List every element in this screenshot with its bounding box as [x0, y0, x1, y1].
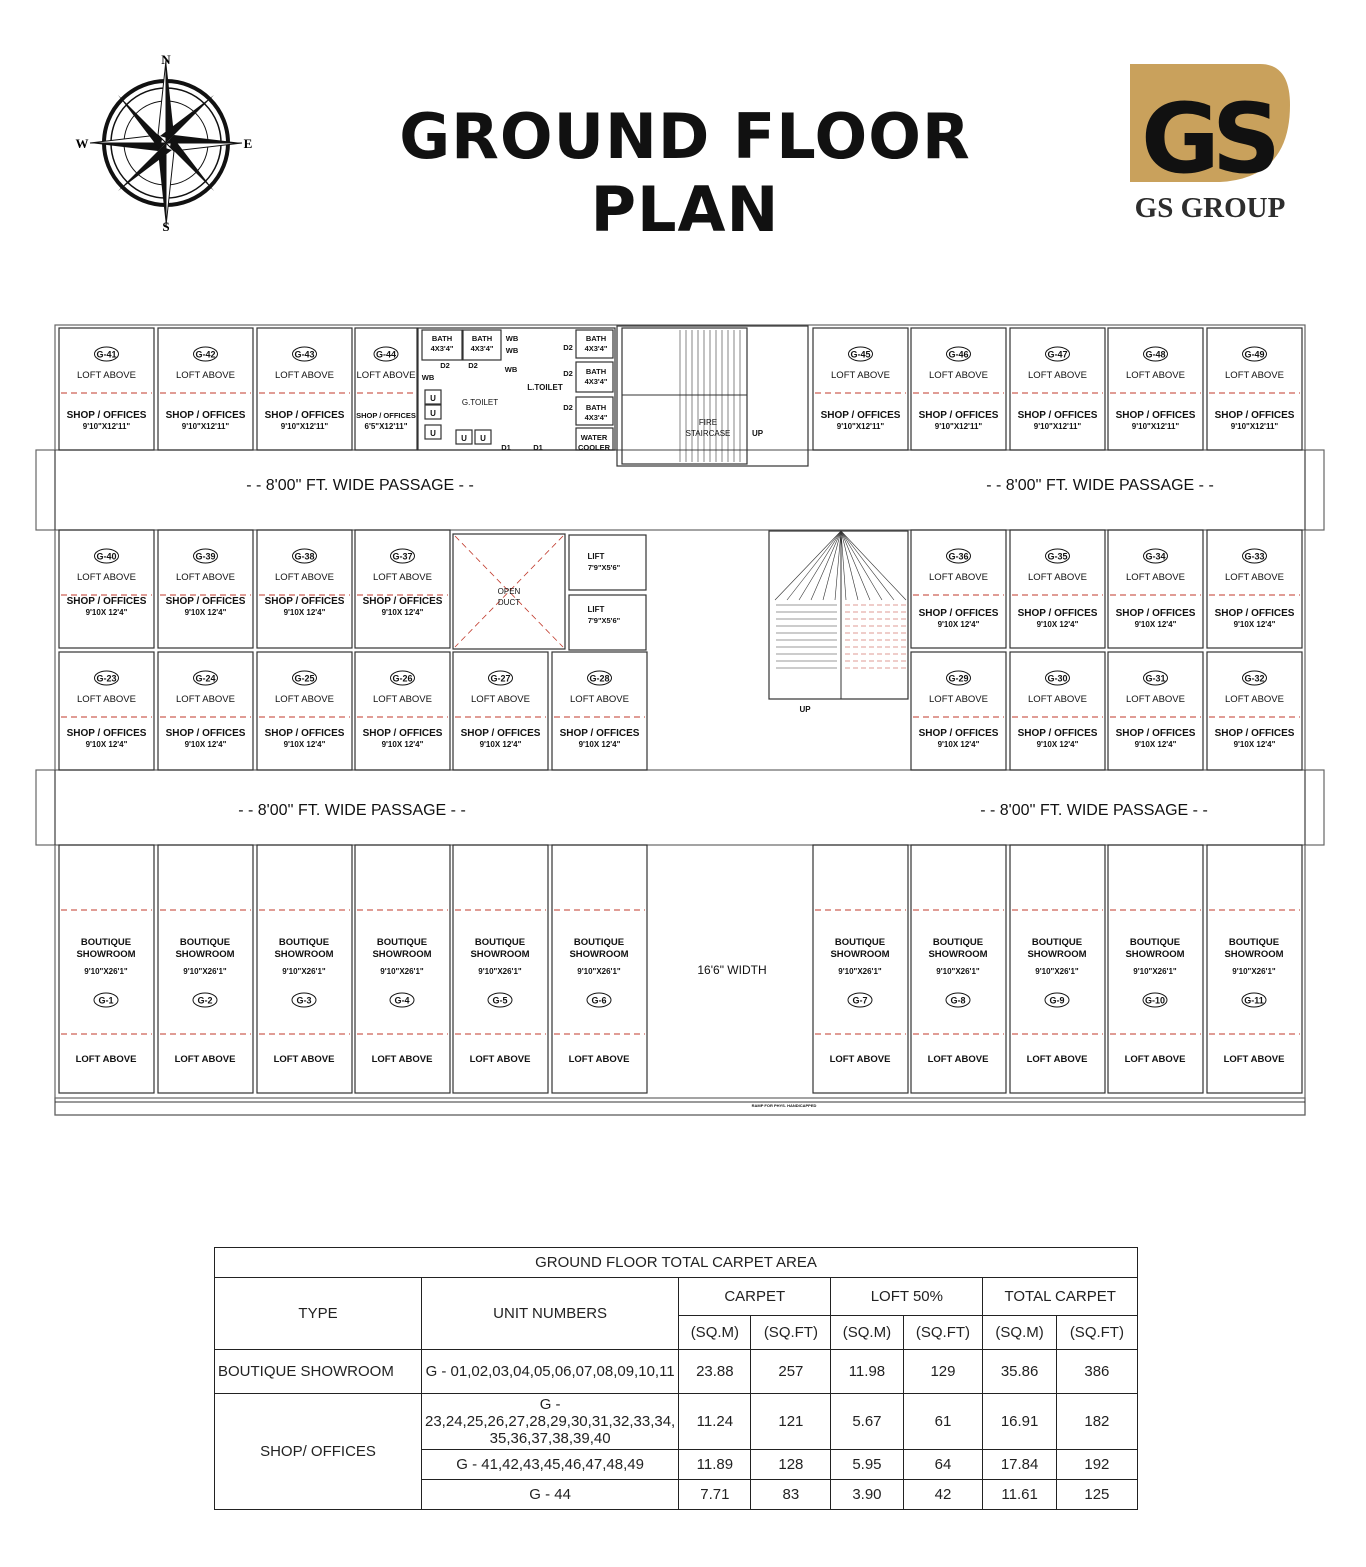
unit-size: 9'10X 12'4"	[1036, 740, 1079, 749]
door-label: D2	[563, 369, 573, 378]
fire-staircase-label: FIRE	[698, 418, 718, 427]
loft-sqft: 42	[903, 1480, 983, 1510]
row-units: G - 44	[422, 1480, 679, 1510]
loft-above-label: LOFT ABOVE	[77, 572, 136, 583]
table-row	[215, 1394, 1138, 1450]
unit-number: G-24	[195, 673, 216, 684]
shop-unit	[158, 328, 253, 450]
l-toilet-label: L.TOILET	[527, 383, 563, 392]
unit-type: SHOP / OFFICES	[1214, 410, 1295, 421]
carpet-sqft: 128	[751, 1450, 831, 1480]
unit-number: G-47	[1047, 349, 1068, 360]
unit-size: 9'10"X12'11"	[1230, 422, 1279, 431]
wc-label: U	[461, 434, 467, 443]
unit-number: G-48	[1145, 349, 1166, 360]
loft-above-label: LOFT ABOVE	[176, 694, 235, 705]
unit-size: 9'10X 12'4"	[184, 740, 227, 749]
lift-label: LIFT	[587, 552, 605, 561]
unit-size: 9'10X 12'4"	[1036, 620, 1079, 629]
unit-size: 9'10X 12'4"	[479, 740, 522, 749]
loft-above-label: LOFT ABOVE	[77, 694, 136, 705]
bath-size: 4X3'4"	[584, 413, 608, 422]
unit-size: 9'10"X26'1"	[1035, 967, 1079, 976]
loft-above-label: LOFT ABOVE	[174, 1054, 236, 1065]
shop-unit	[552, 652, 647, 770]
unit-size: 9'10"X12'11"	[836, 422, 885, 431]
unit-number: G-46	[948, 349, 969, 360]
wb-label: WB	[505, 334, 519, 343]
passage-label: - - 8'00'' FT. WIDE PASSAGE - -	[986, 477, 1214, 494]
open-duct-label: DUCT	[497, 598, 521, 607]
unit-number: G-34	[1145, 551, 1166, 562]
carpet-area-table	[214, 1247, 1138, 1510]
bath-label: BATH	[585, 367, 607, 376]
unit-type: SHOP / OFFICES	[1017, 608, 1098, 619]
unit-number: G-2	[197, 995, 213, 1006]
unit-type: BOUTIQUE	[1031, 937, 1083, 948]
unit-size: 6'5"X12'11"	[364, 422, 408, 431]
passage-label: - - 8'00'' FT. WIDE PASSAGE - -	[246, 477, 474, 494]
loft-above-label: LOFT ABOVE	[929, 370, 988, 381]
loft-above-label: LOFT ABOVE	[373, 694, 432, 705]
row-units: G - 01,02,03,04,05,06,07,08,09,10,11	[422, 1350, 679, 1394]
loft-above-label: LOFT ABOVE	[1028, 370, 1087, 381]
total-sqft: 182	[1056, 1394, 1137, 1450]
unit-type: BOUTIQUE	[573, 937, 625, 948]
unit-number: G-25	[294, 673, 315, 684]
page-title: GROUND FLOOR PLAN	[399, 100, 971, 246]
unit-number: G-33	[1244, 551, 1265, 562]
unit-sqm: (SQ.M)	[679, 1316, 751, 1350]
unit-type: BOUTIQUE	[1228, 937, 1280, 948]
loft-above-label: LOFT ABOVE	[1126, 694, 1185, 705]
unit-type: SHOP / OFFICES	[460, 728, 541, 739]
wc-label: U	[480, 434, 486, 443]
loft-sqft: 61	[903, 1394, 983, 1450]
loft-sqm: 3.90	[831, 1480, 903, 1510]
wb-label: WB	[504, 365, 518, 374]
unit-type: SHOP / OFFICES	[918, 728, 999, 739]
unit-type: SHOWROOM	[274, 949, 334, 960]
compass-w: W	[75, 136, 89, 151]
staircase-right	[769, 531, 908, 699]
unit-number: G-6	[591, 995, 607, 1006]
stair-fan	[841, 531, 894, 600]
unit-type: SHOP / OFFICES	[264, 728, 345, 739]
wc-label: U	[430, 429, 436, 438]
loft-above-label: LOFT ABOVE	[75, 1054, 137, 1065]
fire-staircase	[617, 326, 808, 466]
unit-size: 9'10X 12'4"	[937, 620, 980, 629]
loft-above-label: LOFT ABOVE	[1223, 1054, 1285, 1065]
unit-number: G-42	[195, 349, 216, 360]
unit-number: G-39	[195, 551, 216, 562]
unit-type: SHOWROOM	[1125, 949, 1185, 960]
loft-above-label: LOFT ABOVE	[356, 370, 416, 381]
loft-above-label: LOFT ABOVE	[927, 1054, 989, 1065]
unit-type: SHOP / OFFICES	[559, 728, 640, 739]
table-title: GROUND FLOOR TOTAL CARPET AREA	[215, 1248, 1138, 1278]
bath-size: 4X3'4"	[584, 377, 608, 386]
loft-above-label: LOFT ABOVE	[929, 572, 988, 583]
unit-size: 9'10"X12'11"	[82, 422, 131, 431]
bath-label: BATH	[431, 334, 453, 343]
carpet-sqft: 257	[751, 1350, 831, 1394]
up-label: UP	[799, 705, 811, 714]
loft-sqft: 64	[903, 1450, 983, 1480]
units-line-2: 35,36,37,38,39,40	[489, 1430, 611, 1447]
unit-type: BOUTIQUE	[278, 937, 330, 948]
unit-type: SHOWROOM	[372, 949, 432, 960]
unit-size: 9'10"X26'1"	[1133, 967, 1177, 976]
passage-label: - - 8'00'' FT. WIDE PASSAGE - -	[238, 802, 466, 819]
unit-number: G-9	[1049, 995, 1065, 1006]
logo-monogram: GS	[1141, 83, 1273, 195]
loft-above-label: LOFT ABOVE	[831, 370, 890, 381]
bath-label: BATH	[585, 334, 607, 343]
unit-number: G-3	[296, 995, 312, 1006]
unit-size: 9'10X 12'4"	[381, 740, 424, 749]
unit-type: SHOP / OFFICES	[1115, 728, 1196, 739]
shop-unit	[1010, 328, 1105, 450]
compass-n: N	[161, 52, 171, 67]
unit-size: 9'10X 12'4"	[184, 608, 227, 617]
unit-size: 9'10X 12'4"	[1134, 740, 1177, 749]
unit-size: 9'10"X12'11"	[280, 422, 329, 431]
unit-number: G-44	[375, 349, 397, 360]
carpet-sqm: 11.89	[679, 1450, 751, 1480]
shop-unit	[257, 652, 352, 770]
unit-number: G-43	[294, 349, 315, 360]
unit-size: 9'10X 12'4"	[283, 740, 326, 749]
shop-unit	[355, 530, 450, 648]
loft-above-label: LOFT ABOVE	[1026, 1054, 1088, 1065]
unit-type: BOUTIQUE	[1129, 937, 1181, 948]
ramp-label: RAMP FOR PHYS. HANDICAPPED	[751, 1103, 817, 1108]
unit-number: G-8	[950, 995, 966, 1006]
loft-above-label: LOFT ABOVE	[275, 572, 334, 583]
unit-size: 9'10X 12'4"	[1134, 620, 1177, 629]
unit-type: SHOP / OFFICES	[1115, 608, 1196, 619]
fire-staircase-label: STAIRCASE	[685, 429, 731, 438]
lift-label: LIFT	[587, 605, 605, 614]
unit-type: BOUTIQUE	[80, 937, 132, 948]
row-type: SHOP/ OFFICES	[215, 1394, 422, 1510]
unit-type: SHOWROOM	[569, 949, 629, 960]
unit-type: SHOP / OFFICES	[1017, 410, 1098, 421]
unit-number: G-28	[589, 673, 610, 684]
total-sqm: 35.86	[983, 1350, 1056, 1394]
unit-size: 9'10X 12'4"	[1233, 620, 1276, 629]
loft-above-label: LOFT ABOVE	[1028, 572, 1087, 583]
loft-above-label: LOFT ABOVE	[371, 1054, 433, 1065]
shop-unit	[1010, 652, 1105, 770]
open-duct-label: OPEN	[497, 587, 521, 596]
row-type: BOUTIQUE SHOWROOM	[215, 1350, 422, 1394]
carpet-sqm: 7.71	[679, 1480, 751, 1510]
unit-type: SHOWROOM	[470, 949, 530, 960]
unit-type: SHOP / OFFICES	[165, 728, 246, 739]
unit-type: BOUTIQUE	[376, 937, 428, 948]
unit-type: SHOP / OFFICES	[165, 596, 246, 607]
unit-type: BOUTIQUE	[179, 937, 231, 948]
unit-type: SHOP / OFFICES	[165, 410, 246, 421]
unit-sqft: (SQ.FT)	[751, 1316, 831, 1350]
unit-number: G-38	[294, 551, 315, 562]
unit-type: BOUTIQUE	[474, 937, 526, 948]
loft-sqft: 129	[903, 1350, 983, 1394]
loft-above-label: LOFT ABOVE	[568, 1054, 630, 1065]
lift-size: 7'9"X5'6"	[587, 616, 621, 625]
unit-number: G-1	[98, 995, 114, 1006]
loft-sqm: 5.95	[831, 1450, 903, 1480]
units-line-1: G - 23,24,25,26,27,28,29,30,31,32,33,34,	[425, 1396, 676, 1430]
col-units-header: UNIT NUMBERS	[422, 1278, 679, 1350]
compass-e: E	[243, 136, 253, 151]
unit-type: SHOP / OFFICES	[264, 596, 345, 607]
passage-label: - - 8'00'' FT. WIDE PASSAGE - -	[980, 802, 1208, 819]
unit-number: G-7	[852, 995, 868, 1006]
unit-type: SHOWROOM	[175, 949, 235, 960]
stair-fan	[841, 531, 882, 600]
unit-size: 9'10"X26'1"	[1232, 967, 1276, 976]
unit-size: 9'10"X26'1"	[478, 967, 522, 976]
unit-number: G-32	[1244, 673, 1265, 684]
unit-number: G-29	[948, 673, 969, 684]
unit-type: SHOP / OFFICES	[362, 596, 443, 607]
wc-label: U	[430, 409, 436, 418]
door-label: D2	[563, 343, 573, 352]
unit-size: 9'10X 12'4"	[283, 608, 326, 617]
total-sqft: 386	[1056, 1350, 1137, 1394]
unit-size: 9'10X 12'4"	[937, 740, 980, 749]
total-sqm: 17.84	[983, 1450, 1056, 1480]
wb-label: WB	[505, 346, 519, 355]
unit-number: G-41	[96, 349, 117, 360]
loft-above-label: LOFT ABOVE	[275, 694, 334, 705]
bath-size: 4X3'4"	[584, 344, 608, 353]
water-cooler-label: WATER	[580, 433, 608, 442]
g-toilet-label: G.TOILET	[461, 398, 499, 407]
shop-unit	[1108, 328, 1203, 450]
loft-above-label: LOFT ABOVE	[1225, 370, 1284, 381]
shop-unit	[1010, 530, 1105, 648]
unit-type: SHOP / OFFICES	[356, 411, 416, 420]
unit-size: 9'10"X26'1"	[183, 967, 227, 976]
loft-above-label: LOFT ABOVE	[829, 1054, 891, 1065]
unit-size: 9'10X 12'4"	[85, 740, 128, 749]
width-label: 16'6" WIDTH	[697, 963, 767, 977]
loft-above-label: LOFT ABOVE	[1028, 694, 1087, 705]
unit-size: 9'10"X12'11"	[1131, 422, 1180, 431]
logo-wordmark: GS GROUP	[1134, 192, 1286, 224]
col-loft-header: LOFT 50%	[831, 1278, 983, 1316]
bath-label: BATH	[585, 403, 607, 412]
unit-sqm: (SQ.M)	[831, 1316, 903, 1350]
shop-unit	[158, 652, 253, 770]
shop-unit	[911, 328, 1006, 450]
carpet-sqft: 83	[751, 1480, 831, 1510]
unit-number: G-49	[1244, 349, 1265, 360]
unit-type: SHOP / OFFICES	[1017, 728, 1098, 739]
shop-unit	[158, 530, 253, 648]
shop-unit	[1207, 530, 1302, 648]
loft-sqm: 11.98	[831, 1350, 903, 1394]
stair-fan	[775, 531, 841, 600]
door-label: D2	[563, 403, 573, 412]
unit-size: 9'10"X26'1"	[838, 967, 882, 976]
unit-sqm: (SQ.M)	[983, 1316, 1056, 1350]
row-units	[422, 1394, 679, 1450]
shop-unit	[59, 328, 154, 450]
unit-number: G-37	[392, 551, 413, 562]
shop-unit	[1207, 328, 1302, 450]
col-carpet-header: CARPET	[679, 1278, 831, 1316]
bath-size: 4X3'4"	[470, 344, 494, 353]
unit-size: 9'10"X12'11"	[1033, 422, 1082, 431]
lift-size: 7'9"X5'6"	[587, 563, 621, 572]
carpet-sqm: 23.88	[679, 1350, 751, 1394]
unit-number: G-36	[948, 551, 969, 562]
unit-number: G-5	[492, 995, 508, 1006]
unit-size: 9'10X 12'4"	[578, 740, 621, 749]
shop-unit	[911, 530, 1006, 648]
unit-type: SHOP / OFFICES	[1214, 608, 1295, 619]
unit-size: 9'10"X26'1"	[577, 967, 621, 976]
unit-type: SHOWROOM	[1224, 949, 1284, 960]
loft-above-label: LOFT ABOVE	[1124, 1054, 1186, 1065]
unit-size: 9'10"X26'1"	[936, 967, 980, 976]
bath-label: BATH	[471, 334, 493, 343]
unit-number: G-31	[1145, 673, 1166, 684]
unit-type: SHOP / OFFICES	[918, 608, 999, 619]
shop-unit	[355, 652, 450, 770]
unit-type: SHOP / OFFICES	[918, 410, 999, 421]
unit-number: G-26	[392, 673, 413, 684]
wb-label: WB	[421, 373, 435, 382]
loft-above-label: LOFT ABOVE	[176, 572, 235, 583]
unit-number: G-35	[1047, 551, 1068, 562]
loft-above-label: LOFT ABOVE	[373, 572, 432, 583]
unit-type: SHOWROOM	[830, 949, 890, 960]
unit-number: G-10	[1144, 995, 1166, 1006]
loft-sqm: 5.67	[831, 1394, 903, 1450]
total-sqm: 16.91	[983, 1394, 1056, 1450]
unit-type: SHOWROOM	[1027, 949, 1087, 960]
unit-size: 9'10"X12'11"	[934, 422, 983, 431]
row-units: G - 41,42,43,45,46,47,48,49	[422, 1450, 679, 1480]
unit-size: 9'10"X26'1"	[84, 967, 128, 976]
shop-unit	[1108, 530, 1203, 648]
unit-number: G-30	[1047, 673, 1068, 684]
loft-above-label: LOFT ABOVE	[1126, 572, 1185, 583]
shop-unit	[453, 652, 548, 770]
unit-size: 9'10X 12'4"	[381, 608, 424, 617]
unit-number: G-4	[394, 995, 410, 1006]
unit-number: G-27	[490, 673, 511, 684]
shop-unit	[813, 328, 908, 450]
loft-above-label: LOFT ABOVE	[1225, 694, 1284, 705]
unit-type: SHOP / OFFICES	[66, 728, 147, 739]
unit-type: BOUTIQUE	[834, 937, 886, 948]
unit-size: 9'10"X26'1"	[282, 967, 326, 976]
bath-size: 4X3'4"	[430, 344, 454, 353]
unit-sqft: (SQ.FT)	[1056, 1316, 1137, 1350]
shop-unit	[257, 328, 352, 450]
total-sqm: 11.61	[983, 1480, 1056, 1510]
carpet-sqft: 121	[751, 1394, 831, 1450]
unit-type: SHOP / OFFICES	[820, 410, 901, 421]
unit-type: SHOP / OFFICES	[362, 728, 443, 739]
total-sqft: 125	[1056, 1480, 1137, 1510]
unit-type: SHOWROOM	[76, 949, 136, 960]
table-row	[215, 1350, 1138, 1394]
compass-s: S	[162, 219, 170, 234]
door-label: D2	[440, 361, 450, 370]
unit-type: BOUTIQUE	[932, 937, 984, 948]
stair-fan	[841, 531, 906, 600]
loft-above-label: LOFT ABOVE	[1126, 370, 1185, 381]
unit-number: G-45	[850, 349, 871, 360]
carpet-sqm: 11.24	[679, 1394, 751, 1450]
shop-unit	[911, 652, 1006, 770]
unit-number: G-23	[96, 673, 117, 684]
door-label: D1	[533, 443, 543, 452]
up-label: UP	[752, 429, 764, 438]
door-label: D1	[501, 443, 511, 452]
shop-unit	[59, 652, 154, 770]
stair-fan	[787, 531, 841, 600]
unit-size: 9'10X 12'4"	[85, 608, 128, 617]
door-label: D2	[468, 361, 478, 370]
unit-type: SHOP / OFFICES	[1115, 410, 1196, 421]
unit-type: SHOP / OFFICES	[1214, 728, 1295, 739]
ramp-strip	[55, 1098, 1305, 1115]
loft-above-label: LOFT ABOVE	[469, 1054, 531, 1065]
loft-above-label: LOFT ABOVE	[275, 370, 334, 381]
loft-above-label: LOFT ABOVE	[570, 694, 629, 705]
col-total-header: TOTAL CARPET	[983, 1278, 1138, 1316]
shop-unit	[59, 530, 154, 648]
loft-above-label: LOFT ABOVE	[1225, 572, 1284, 583]
unit-size: 9'10"X26'1"	[380, 967, 424, 976]
total-sqft: 192	[1056, 1450, 1137, 1480]
unit-type: SHOP / OFFICES	[66, 596, 147, 607]
unit-size: 9'10"X12'11"	[181, 422, 230, 431]
unit-type: SHOP / OFFICES	[264, 410, 345, 421]
loft-above-label: LOFT ABOVE	[273, 1054, 335, 1065]
unit-type: SHOP / OFFICES	[66, 410, 147, 421]
unit-type: SHOWROOM	[928, 949, 988, 960]
loft-above-label: LOFT ABOVE	[176, 370, 235, 381]
unit-sqft: (SQ.FT)	[903, 1316, 983, 1350]
water-cooler-label: COOLER	[577, 443, 611, 452]
shop-unit	[1108, 652, 1203, 770]
loft-above-label: LOFT ABOVE	[77, 370, 136, 381]
loft-above-label: LOFT ABOVE	[929, 694, 988, 705]
wc-label: U	[430, 394, 436, 403]
unit-number: G-40	[96, 551, 117, 562]
stair-fan	[799, 531, 841, 600]
shop-unit	[1207, 652, 1302, 770]
shop-unit	[355, 328, 417, 450]
unit-size: 9'10X 12'4"	[1233, 740, 1276, 749]
loft-above-label: LOFT ABOVE	[471, 694, 530, 705]
col-type-header: TYPE	[215, 1278, 422, 1350]
unit-number: G-11	[1244, 995, 1264, 1006]
shop-unit	[257, 530, 352, 648]
